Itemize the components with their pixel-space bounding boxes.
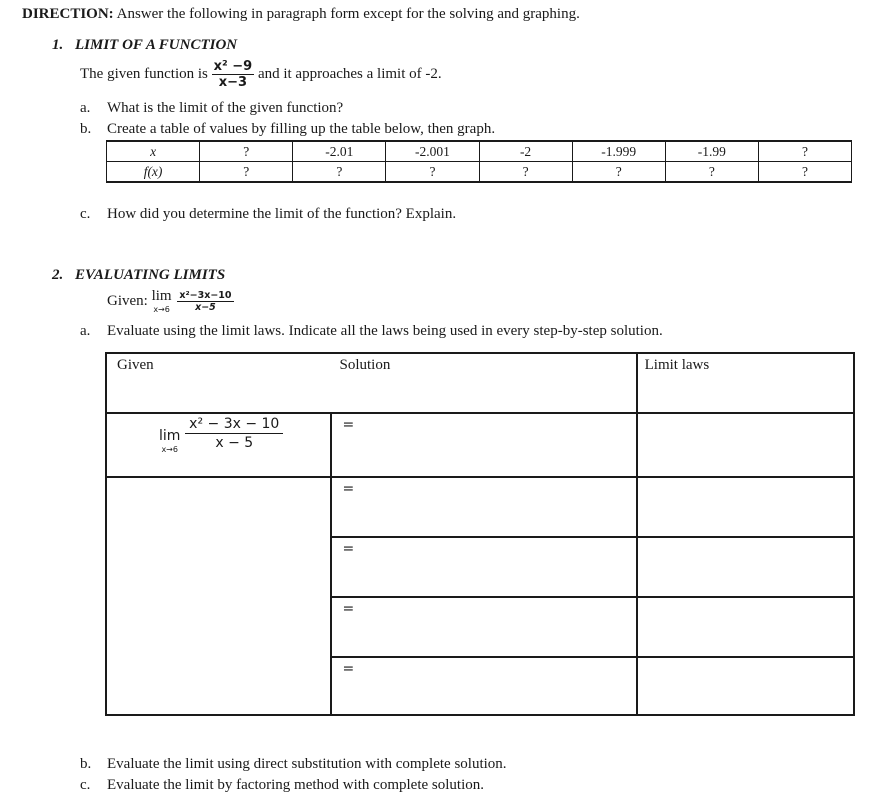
header-given-label: Given	[117, 357, 154, 373]
item-c-text: Evaluate the limit by factoring method with complete solution.	[107, 777, 484, 793]
section2-item-c	[80, 777, 484, 794]
table-cell[interactable]: ?	[479, 162, 572, 183]
header-limit-laws	[637, 353, 854, 413]
table-row-x	[107, 141, 852, 162]
item-a-text: What is the limit of the given function?	[107, 100, 344, 116]
given-lim	[152, 288, 172, 315]
intro-after: and it approaches a limit of -2.	[257, 66, 442, 82]
table-lim-subscript: x→6	[161, 445, 178, 454]
limit-law-cell[interactable]	[637, 597, 854, 657]
table-lim-text: lim	[159, 428, 181, 444]
section2-heading	[52, 267, 225, 284]
row-header-x: x	[107, 141, 200, 162]
section2-number: 2.	[52, 267, 64, 283]
item-c-text: How did you determine the limit of the function? Explain.	[107, 206, 457, 222]
section1-number: 1.	[52, 37, 64, 53]
function-denominator: x−3	[218, 75, 248, 90]
solution-cell[interactable]	[331, 413, 636, 477]
given-fraction	[177, 290, 233, 313]
direction-text: Answer the following in paragraph form except for the solving and graphing.	[116, 6, 580, 22]
solution-cell[interactable]	[331, 477, 636, 537]
direction-line	[22, 6, 580, 23]
function-numerator: x² −9	[213, 59, 253, 74]
table-cell: -2.001	[386, 141, 479, 162]
table-given-fraction	[185, 415, 283, 452]
given-expression-cell	[106, 413, 331, 477]
solution-cell[interactable]	[331, 537, 636, 597]
intro-before: The given function is	[80, 66, 208, 82]
header-solution	[331, 353, 636, 413]
equals-sign: =	[342, 417, 355, 433]
equals-sign: =	[342, 661, 355, 677]
equals-sign: =	[342, 541, 355, 557]
lim-subscript: x→6	[153, 305, 170, 314]
header-limit-laws-label: Limit laws	[644, 357, 710, 373]
limit-laws-table	[105, 352, 855, 716]
table-cell[interactable]: ?	[293, 162, 386, 183]
limit-law-cell[interactable]	[637, 657, 854, 715]
item-c-marker: c.	[80, 206, 91, 222]
section1-item-c	[80, 206, 457, 223]
item-b-text: Evaluate the limit using direct substitution with complete solution.	[107, 756, 507, 772]
table-cell[interactable]: ?	[572, 162, 665, 183]
lim-text: lim	[151, 288, 172, 304]
table-cell: -1.999	[572, 141, 665, 162]
table-cell[interactable]: ?	[200, 141, 293, 162]
limit-law-cell[interactable]	[637, 413, 854, 477]
function-fraction	[212, 59, 255, 90]
section2-title: EVALUATING LIMITS	[75, 267, 226, 283]
row-header-fx: f(x)	[107, 162, 200, 183]
header-given	[106, 353, 331, 413]
table-cell: -2	[479, 141, 572, 162]
table-cell[interactable]: ?	[665, 162, 758, 183]
item-a-marker: a.	[80, 100, 91, 116]
values-table	[106, 140, 852, 183]
section2-item-b	[80, 756, 507, 773]
table-cell[interactable]: ?	[386, 162, 479, 183]
given-label: Given:	[107, 293, 148, 309]
table-cell: -2.01	[293, 141, 386, 162]
section2-given	[107, 288, 234, 315]
item-a-text: Evaluate using the limit laws. Indicate all the laws being used in every step-by-step solution.	[107, 323, 663, 339]
section1-title: LIMIT OF A FUNCTION	[75, 37, 238, 53]
section1-heading	[52, 37, 237, 54]
equals-sign: =	[342, 601, 355, 617]
limit-law-cell[interactable]	[637, 477, 854, 537]
limit-law-cell[interactable]	[637, 537, 854, 597]
given-expression	[107, 414, 330, 455]
item-a-marker: a.	[80, 323, 91, 339]
section1-item-a	[80, 100, 344, 117]
given-numerator: x²−3x−10	[179, 290, 232, 301]
given-empty-cell	[106, 477, 331, 715]
direction-label: DIRECTION:	[22, 6, 114, 22]
table-row-fx	[107, 162, 852, 183]
item-b-text: Create a table of values by filling up the table below, then graph.	[107, 121, 496, 137]
table-cell: -1.99	[665, 141, 758, 162]
table-lim	[159, 429, 180, 455]
item-c-marker: c.	[80, 777, 91, 793]
section2-item-a	[80, 323, 663, 340]
section1-item-b	[80, 121, 496, 138]
section1-intro	[80, 59, 442, 90]
table-given-numerator: x² − 3x − 10	[185, 415, 283, 434]
solution-cell[interactable]	[331, 597, 636, 657]
table-cell[interactable]: ?	[758, 162, 851, 183]
equals-sign: =	[342, 481, 355, 497]
header-solution-label: Solution	[339, 357, 391, 373]
table-row	[106, 413, 854, 477]
table-cell[interactable]: ?	[200, 162, 293, 183]
item-b-marker: b.	[80, 121, 92, 137]
table-row	[106, 477, 854, 537]
item-b-marker: b.	[80, 756, 92, 772]
header-row	[106, 353, 854, 413]
given-denominator: x−5	[195, 302, 216, 313]
solution-cell[interactable]	[331, 657, 636, 715]
table-given-denominator: x − 5	[215, 435, 254, 451]
table-cell[interactable]: ?	[758, 141, 851, 162]
